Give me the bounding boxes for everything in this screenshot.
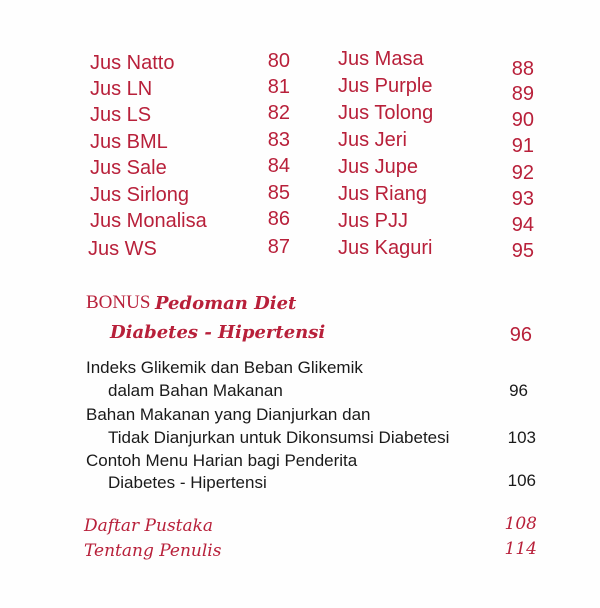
toc-item-page: 82 (267, 102, 290, 124)
bonus-item-line2: Diabetes - Hipertensi (108, 473, 267, 492)
toc-item-title: Jus Sirlong (90, 184, 189, 206)
toc-item-page: 87 (267, 236, 290, 258)
toc-item-title: Jus LS (90, 104, 152, 126)
bonus-item-line2: dalam Bahan Makanan (108, 381, 283, 400)
toc-item-title: Jus Masa (338, 48, 424, 70)
toc-item-page: 92 (511, 162, 534, 184)
toc-item-page: 93 (511, 188, 534, 210)
toc-item-page: 90 (511, 109, 534, 131)
bonus-item-line1: Contoh Menu Harian bagi Penderita (86, 451, 358, 470)
toc-item-title: Jus Jeri (338, 129, 407, 151)
toc-item-page: 94 (511, 214, 534, 236)
toc-item-title: Jus PJJ (338, 210, 409, 232)
toc-item-title: Jus Sale (90, 157, 167, 179)
toc-item-page: 89 (511, 83, 534, 105)
bonus-item-page: 96 (509, 381, 528, 400)
bonus-item-line2: Tidak Dianjurkan untuk Dikonsumsi Diabetesi (108, 428, 450, 447)
bleed-through-text (584, 92, 588, 108)
bonus-item-page: 106 (507, 471, 536, 490)
bonus-item-line1: Bahan Makanan yang Dianjurkan dan (86, 405, 371, 424)
toc-item-page: 91 (511, 135, 534, 157)
toc-item-page: 86 (267, 208, 290, 230)
bonus-label: BONUS (86, 292, 151, 313)
bonus-item-line1: Indeks Glikemik dan Beban Glikemik (86, 358, 363, 377)
toc-item-title: Jus WS (88, 238, 157, 260)
bonus-title-line1: Pedoman Diet (155, 293, 297, 314)
end-matter-page: 114 (504, 539, 537, 559)
bonus-item-page: 103 (507, 428, 536, 447)
toc-item-title: Jus Tolong (338, 102, 434, 124)
toc-item-title: Jus Monalisa (90, 210, 207, 232)
bonus-page: 96 (509, 324, 532, 346)
toc-item-page: 95 (511, 240, 534, 262)
toc-item-title: Jus BML (90, 131, 168, 153)
toc-item-title: Jus Natto (90, 52, 175, 74)
toc-item-title: Jus LN (90, 78, 153, 100)
end-matter-title: Tentang Penulis (84, 541, 222, 561)
toc-item-page: 85 (267, 182, 290, 204)
toc-item-title: Jus Purple (338, 75, 433, 97)
toc-item-title: Jus Jupe (338, 156, 419, 178)
toc-item-page: 83 (267, 129, 290, 151)
toc-item-page: 81 (267, 76, 290, 98)
end-matter-title: Daftar Pustaka (84, 516, 214, 536)
toc-item-page: 84 (267, 155, 290, 177)
toc-item-page: 88 (511, 58, 534, 80)
toc-item-title: Jus Riang (338, 183, 427, 205)
toc-item-page: 80 (267, 50, 290, 72)
toc-item-title: Jus Kaguri (338, 237, 433, 259)
bonus-title-line2: Diabetes - Hipertensi (110, 322, 326, 343)
end-matter-page: 108 (504, 514, 537, 534)
